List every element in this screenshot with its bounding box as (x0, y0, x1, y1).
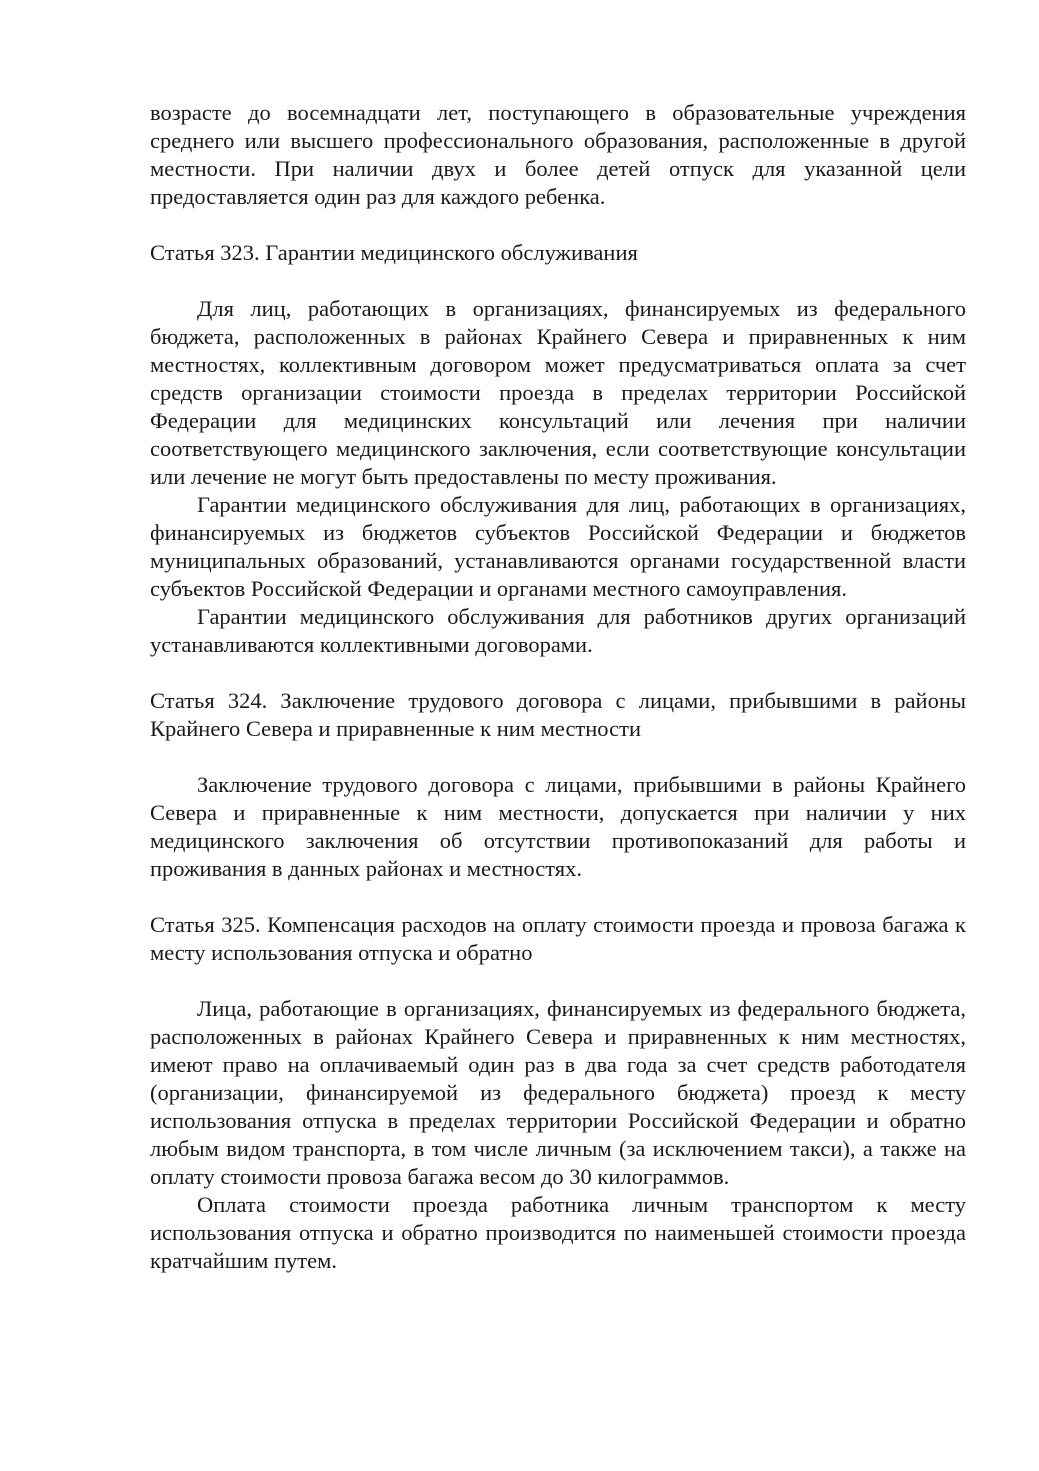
spacer (150, 883, 966, 911)
spacer (150, 211, 966, 239)
spacer (150, 967, 966, 995)
article-323-heading: Статья 323. Гарантии медицинского обслуживания (150, 240, 638, 265)
article-323-paragraph-1: Для лиц, работающих в организациях, финансируемых из федерального бюджета, расположенных в районах Крайнего Севера и приравненных к ним местностях, коллективным договором может предусматриваться оплата за счет средств организации стоимости проезда в пределах территории Российской Федерации для медицинских консультаций или лечения при наличии соответствующего медицинского заключения, если соответствующие консультации или лечение не могут быть предоставлены по месту проживания. (150, 296, 966, 489)
article-324-heading: Статья 324. Заключение трудового договора с лицами, прибывшими в районы Крайнего Севера и приравненные к ним местности (150, 688, 966, 741)
article-325-paragraph-2: Оплата стоимости проезда работника личным транспортом к месту использования отпуска и обратно производится по наименьшей стоимости проезда кратчайшим путем. (150, 1192, 966, 1273)
article-325-heading: Статья 325. Компенсация расходов на оплату стоимости проезда и провоза багажа к месту использования отпуска и обратно (150, 912, 966, 965)
article-323-paragraph-2: Гарантии медицинского обслуживания для лиц, работающих в организациях, финансируемых из бюджетов субъектов Российской Федерации и бюджетов муниципальных образований, устанавливаются органами государственной власти субъектов Российской Федерации и органами местного самоуправления. (150, 492, 966, 601)
spacer (150, 267, 966, 295)
spacer (150, 743, 966, 771)
document-page (150, 99, 966, 1275)
paragraph-continued: возрасте до восемнадцати лет, поступающего в образовательные учреждения среднего или высшего профессионального образования, расположенные в другой местности. При наличии двух и более детей отпуск для указанной цели предоставляется один раз для каждого ребенка. (150, 100, 966, 209)
article-324-paragraph-1: Заключение трудового договора с лицами, прибывшими в районы Крайнего Севера и приравненные к ним местности, допускается при наличии у них медицинского заключения об отсутствии противопоказаний для работы и проживания в данных районах и местностях. (150, 772, 966, 881)
article-323-paragraph-3: Гарантии медицинского обслуживания для работников других организаций устанавливаются коллективными договорами. (150, 604, 966, 657)
spacer (150, 659, 966, 687)
article-325-paragraph-1: Лица, работающие в организациях, финансируемых из федерального бюджета, расположенных в районах Крайнего Севера и приравненных к ним местностях, имеют право на оплачиваемый один раз в два года за счет средств работодателя (организации, финансируемой из федерального бюджета) проезд к месту использования отпуска в пределах территории Российской Федерации и обратно любым видом транспорта, в том числе личным (за исключением такси), а также на оплату стоимости провоза багажа весом до 30 килограммов. (150, 996, 966, 1189)
